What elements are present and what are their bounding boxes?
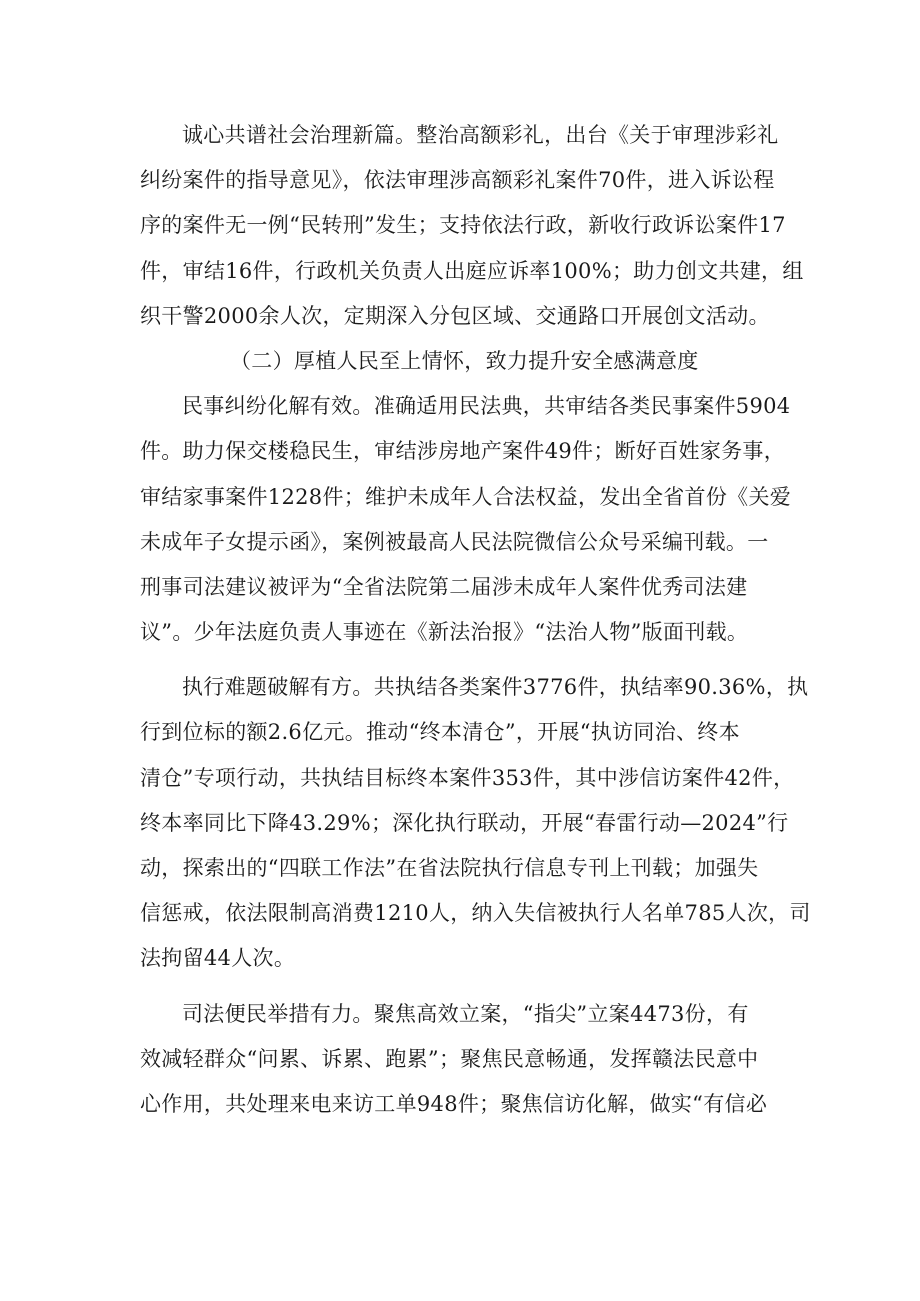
text-line: 法拘留44人次。 (140, 946, 296, 971)
text-line: 诚心共谱社会治理新篇。整治高额彩礼，出台《关于审理涉彩礼 (182, 123, 779, 147)
text-line: 信惩戒，依法限制高消费1210人，纳入失信被执行人名单785人次，司 (140, 901, 811, 926)
text-line: 执行难题破解有方。共执结各类案件3776件，执结率90.36%，执 (182, 675, 809, 700)
text-line: 终本率同比下降43.29%；深化执行联动，开展“春雷行动—2024”行 (140, 810, 789, 835)
text-line: 刑事司法建议被评为“全省法院第二届涉未成年人案件优秀司法建 (140, 574, 748, 599)
text-line: 民事纠纷化解有效。准确适用民法典，共审结各类民事案件5904 (182, 394, 791, 419)
section-heading: （二）厚植人民至上情怀，致力提升安全感满意度 (230, 348, 699, 373)
text-line: 议”。少年法庭负责人事迹在《新法治报》“法治人物”版面刊载。 (140, 620, 749, 645)
text-line: 动，探索出的“四联工作法”在省法院执行信息专刊上刊载；加强失 (140, 856, 759, 880)
text-line: 司法便民举措有力。聚焦高效立案，“指尖”立案4473份，有 (182, 1001, 749, 1026)
text-line: 件。助力保交楼稳民生，审结涉房地产案件49件；断好百姓家务事， (140, 439, 786, 464)
text-line: 序的案件无一例“民转刑”发生；支持依法行政，新收行政诉讼案件17 (140, 213, 786, 238)
text-line: 清仓”专项行动，共执结目标终本案件353件，其中涉信访案件42件， (140, 765, 795, 790)
paragraph-enforcement (140, 665, 811, 981)
text-line: 纠纷案件的指导意见》，依法审理涉高额彩礼案件70件，进入诉讼程 (140, 168, 775, 193)
text-line: 件，审结16件，行政机关负责人出庭应诉率100%；助力创文共建，组 (140, 258, 804, 283)
text-line: 心作用，共处理来电来访工单948件；聚焦信访化解，做实“有信必 (140, 1091, 768, 1116)
text-line: 效减轻群众“问累、诉累、跑累”；聚焦民意畅通，发挥赣法民意中 (140, 1046, 759, 1071)
text-line: 行到位标的额2.6亿元。推动“终本清仓”，开展“执访同治、终本 (140, 720, 740, 745)
text-line: 审结家事案件1228件；维护未成年人合法权益，发出全省首份《关爱 (140, 484, 792, 509)
paragraph-social-governance (140, 113, 804, 339)
document-body (140, 113, 811, 1127)
paragraph-civil-disputes (140, 384, 790, 655)
paragraph-judicial-convenience (140, 992, 790, 1128)
text-line: 未成年子女提示函》，案例被最高人民法院微信公众号采编刊载。一 (140, 529, 769, 554)
text-line: 织干警2000余人次，定期深入分包区域、交通路口开展创文活动。 (140, 303, 770, 328)
